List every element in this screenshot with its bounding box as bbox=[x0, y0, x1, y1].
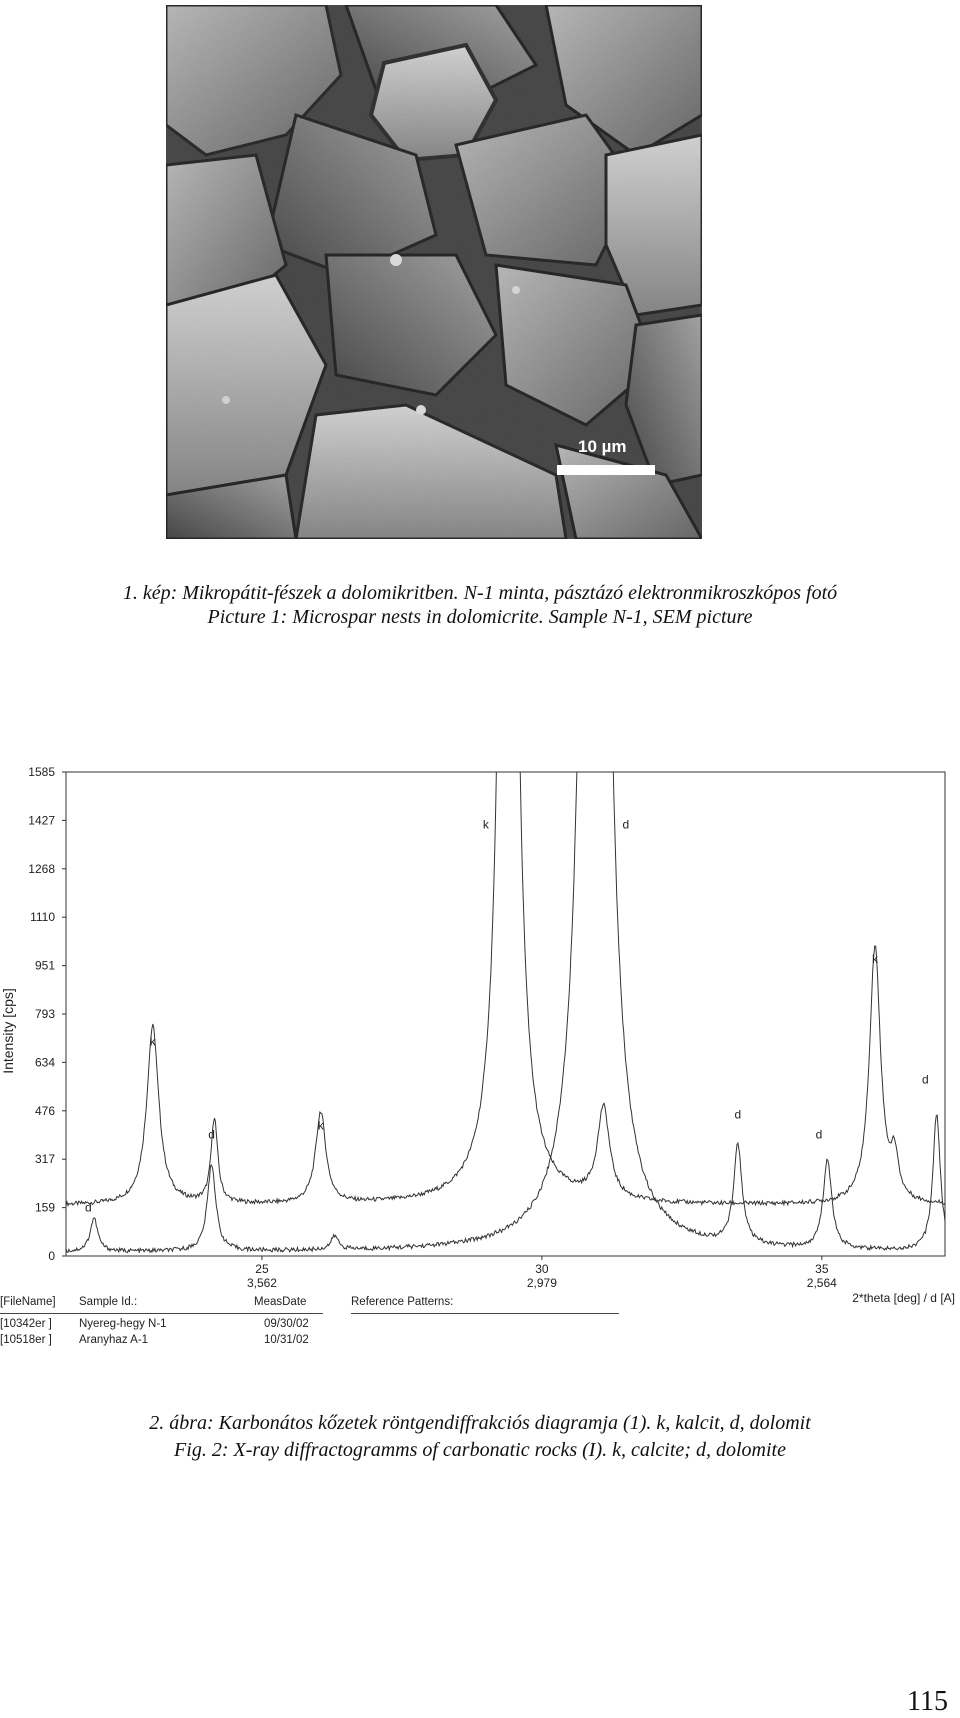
figure1-caption-en: Picture 1: Microspar nests in dolomicrite. Sample N-1, SEM picture bbox=[207, 606, 753, 628]
y-tick-label: 793 bbox=[34, 1007, 55, 1021]
legend-header-refs: Reference Patterns: bbox=[351, 1296, 454, 1308]
legend-row-date: 10/31/02 bbox=[264, 1334, 309, 1346]
x-tick-label-d: 2,979 bbox=[526, 1276, 557, 1290]
y-tick-label: 0 bbox=[48, 1249, 55, 1263]
legend-header-date: MeasDate bbox=[254, 1296, 307, 1308]
legend-row-file: [10518er ] bbox=[0, 1334, 52, 1346]
plot-frame bbox=[66, 772, 945, 1256]
peak-label: d bbox=[922, 1072, 929, 1087]
legend-row-sample: Aranyhaz A-1 bbox=[79, 1334, 149, 1346]
x-tick-label-d: 3,562 bbox=[246, 1276, 277, 1290]
y-tick-label: 1427 bbox=[28, 813, 55, 828]
y-tick-label: 1110 bbox=[30, 910, 55, 925]
y-axis-label: Intensity [cps] bbox=[0, 988, 16, 1074]
figure1-caption-hu: 1. kép: Mikropátit-fészek a dolomikritben. N-1 minta, pásztázó elektronmikroszkópos fotó bbox=[122, 582, 838, 604]
x-axis-ticks bbox=[247, 1256, 837, 1290]
figure2-caption-en: Fig. 2: X-ray diffractogramms of carbonatic rocks (I). k, calcite; d, dolomite bbox=[174, 1439, 786, 1461]
x-tick-label-theta: 30 bbox=[535, 1262, 549, 1276]
peak-label: d bbox=[208, 1127, 215, 1142]
legend-row-date: 09/30/02 bbox=[264, 1318, 309, 1330]
y-tick-label: 476 bbox=[34, 1103, 55, 1118]
legend-header-filename: [FileName] bbox=[0, 1296, 56, 1308]
legend-refs-rule bbox=[351, 1313, 619, 1314]
y-axis-ticks bbox=[28, 765, 66, 1263]
y-tick-label: 159 bbox=[34, 1200, 55, 1215]
x-tick-label-theta: 25 bbox=[255, 1262, 269, 1276]
peak-label: k bbox=[149, 1034, 156, 1049]
legend-row-file: [10342er ] bbox=[0, 1318, 52, 1330]
sem-crystal-texture bbox=[166, 5, 702, 539]
peak-label: d bbox=[85, 1200, 92, 1215]
peak-label: k bbox=[872, 951, 879, 966]
x-tick-label-theta: 35 bbox=[815, 1262, 829, 1276]
y-tick-label: 317 bbox=[34, 1152, 55, 1167]
chart-legend-table bbox=[0, 1296, 960, 1352]
legend-header-rule bbox=[0, 1313, 323, 1314]
peak-label: d bbox=[734, 1107, 742, 1122]
peak-label: k bbox=[482, 817, 489, 832]
peak-label: d bbox=[815, 1127, 823, 1142]
peak-label: k bbox=[317, 1118, 324, 1133]
scale-label: 10 µm bbox=[578, 437, 627, 456]
figure2-caption-hu: 2. ábra: Karbonátos kőzetek röntgendiffrakciós diagramja (1). k, kalcit, d, dolomit bbox=[149, 1412, 811, 1434]
peak-label: d bbox=[622, 817, 630, 832]
page-number: 115 bbox=[907, 1686, 948, 1717]
y-tick-label: 1268 bbox=[28, 861, 55, 876]
sem-photograph bbox=[166, 5, 702, 539]
legend-header-sample: Sample Id.: bbox=[79, 1296, 138, 1308]
scale-bar bbox=[557, 465, 655, 475]
y-tick-label: 1585 bbox=[28, 765, 55, 779]
peak-labels bbox=[85, 817, 929, 1214]
x-tick-label-d: 2,564 bbox=[806, 1276, 837, 1290]
y-tick-label: 634 bbox=[34, 1055, 55, 1070]
legend-row-sample: Nyereg-hegy N-1 bbox=[79, 1318, 167, 1330]
y-tick-label: 951 bbox=[34, 958, 55, 973]
x-axis-label: 2*theta [deg] / d [A] bbox=[852, 1291, 955, 1305]
